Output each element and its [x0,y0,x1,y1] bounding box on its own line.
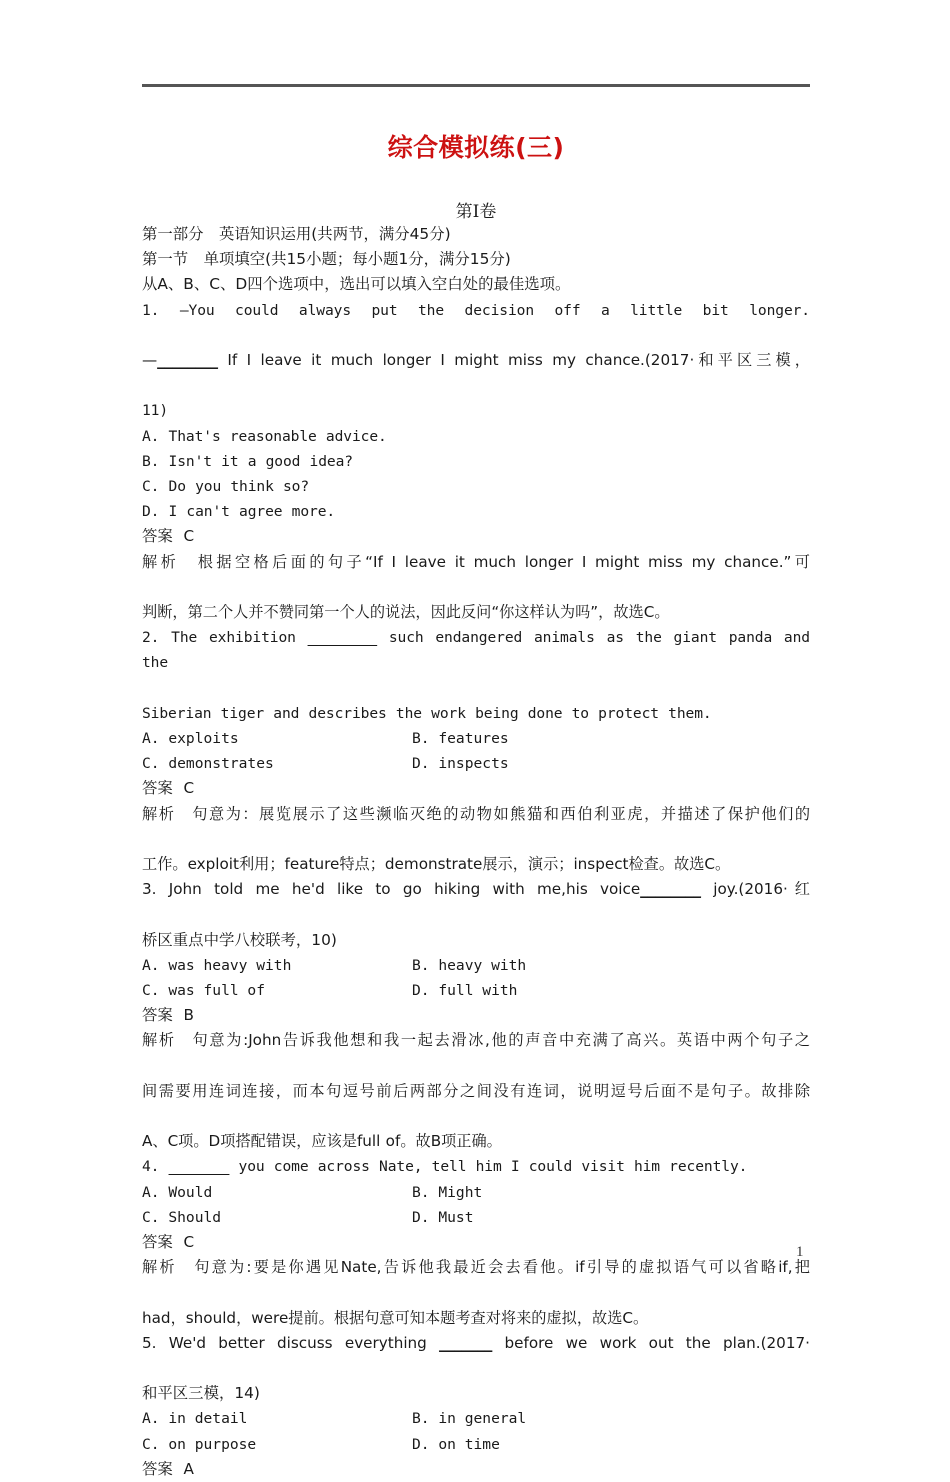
page-title: 综合模拟练(三) [387,133,565,162]
question-5-options-row2 [142,1432,810,1457]
question-3-answer-value: B [183,1006,194,1025]
dash-marker: — [142,351,158,370]
question-1-option-d[interactable]: D. I can't agree more. [142,503,336,521]
question-2-option-b[interactable]: B. features [412,730,509,748]
question-5-stem-b: before we work out the plan.(2017· [492,1333,810,1352]
question-2-options-row2 [142,751,810,776]
paper-label: 第Ⅰ卷 [455,202,497,221]
question-1-analysis-line2: 判断，第二个人并不赞同第一个人的说法，因此反问“你这样认为吗”，故选C。 [142,603,670,622]
question-2-analysis-line2: 工作。exploit利用；feature特点；demonstrate展示，演示；inspect检查。故选C。 [142,855,731,874]
part-one-heading: 第一部分 英语知识运用(共两节，满分45分) [142,225,451,243]
question-1-option-a[interactable]: A. That's reasonable advice. [142,427,387,445]
question-1-option-b[interactable]: B. Isn't it a good idea? [142,452,353,470]
question-5-stem-line1 [142,1331,810,1381]
question-4-option-a[interactable]: A. Would [142,1183,213,1201]
question-3-answer-row [142,1003,810,1028]
question-2-stem-a: 2. The exhibition [142,629,308,647]
question-4-stem-line1 [142,1154,810,1179]
question-3-analysis-line2: 间需要用连词连接，而本句逗号前后两部分之间没有连词，说明逗号后面不是句子。故排除 [142,1081,810,1100]
question-3-stem-line2: 桥区重点中学八校联考，10) [142,930,337,949]
question-4-answer-value: C [183,1233,195,1252]
question-2-option-a[interactable]: A. exploits [142,730,239,748]
question-2-options-row1 [142,726,810,751]
question-4-analysis-line2: had，should，were提前。根据句意可知本题考查对将来的虚拟，故选C。 [142,1308,649,1327]
answer-blank: _______ [439,1333,493,1352]
header-rule [142,84,810,87]
instruction-text: 从A、B、C、D四个选项中，选出可以填入空白处的最佳选项。 [142,275,571,294]
question-2-option-c[interactable]: C. demonstrates [142,755,274,773]
answer-blank: ________ [157,351,218,370]
question-1-analysis-line1: 解析 根据空格后面的句子“If I leave it much longer I might miss my chance.”可 [142,552,810,571]
question-3-option-d[interactable]: D. full with [412,982,518,1000]
question-5-stem-line2: 和平区三模，14) [142,1384,260,1403]
question-3-option-b[interactable]: B. heavy with [412,956,527,974]
section-one-heading: 第一节 单项填空(共15小题；每小题1分，满分15分) [142,250,511,269]
answer-blank: _______ [168,1158,230,1176]
question-5-stem-a: 5. We'd better discuss everything [142,1333,440,1352]
question-2-answer-row [142,776,810,801]
question-1-answer-row [142,524,810,549]
question-3-option-a[interactable]: A. was heavy with [142,956,292,974]
exercise-body [142,222,810,1482]
question-4-options-row2 [142,1205,810,1230]
answer-blank: ________ [307,629,378,647]
question-4-analysis-line1: 解析 句意为:要是你遇见Nate,告诉他我最近会去看他。if引导的虚拟语气可以省略if,把 [142,1258,810,1277]
question-2-stem-line1 [142,625,810,701]
question-5-option-b[interactable]: B. in general [412,1410,527,1428]
question-5-options-row1 [142,1406,810,1431]
question-2-option-d[interactable]: D. inspects [412,755,509,773]
question-3-analysis-line3: A、C项。D项搭配错误，应该是full of。故B项正确。 [142,1132,502,1151]
question-5-answer-row [142,1457,810,1482]
question-1-stem-rest: If I leave it much longer I might miss my chance.(2017·和平区三模， [217,351,810,370]
answer-label: 答案 [142,527,173,546]
answer-blank: ________ [640,880,701,899]
question-4-answer-row [142,1230,810,1255]
question-1-stem-line1: 1. —You could always put the decision off a little bit longer. [142,301,810,319]
question-5-option-c[interactable]: C. on purpose [142,1435,257,1453]
question-1-answer-value: C [183,527,195,546]
answer-label: 答案 [142,1459,173,1478]
answer-label: 答案 [142,1006,173,1025]
question-3-option-c[interactable]: C. was full of [142,982,266,1000]
answer-label: 答案 [142,1233,173,1252]
question-4-stem-a: 4. [142,1158,169,1176]
question-3-options-row1 [142,953,810,978]
question-5-option-a[interactable]: A. in detail [142,1410,248,1428]
question-2-stem-line2: Siberian tiger and describes the work being done to protect them. [142,704,712,722]
question-4-option-c[interactable]: C. Should [142,1208,222,1226]
question-2-analysis-line1: 解析 句意为：展览展示了这些濒临灭绝的动物如熊猫和西伯利亚虎，并描述了保护他们的 [142,804,810,823]
question-3-analysis-line1: 解析 句意为:John告诉我他想和我一起去滑冰,他的声音中充满了高兴。英语中两个句子之 [142,1031,810,1050]
question-4-options-row1 [142,1180,810,1205]
question-1-stem-line2 [142,348,810,398]
question-4-stem-b: you come across Nate, tell him I could visit him recently. [229,1158,748,1176]
question-1-stem-line3: 11) [142,402,169,420]
question-4-option-b[interactable]: B. Might [412,1183,483,1201]
question-1-option-c[interactable]: C. Do you think so? [142,478,310,496]
question-5-option-d[interactable]: D. on time [412,1435,500,1453]
question-4-option-d[interactable]: D. Must [412,1208,474,1226]
question-2-stem-b: such endangered animals as the giant panda and the [142,629,810,672]
page-number: 1 [796,1244,804,1260]
question-2-answer-value: C [183,779,195,798]
question-3-stem-line1 [142,877,810,927]
question-3-options-row2 [142,978,810,1003]
question-3-stem-b: joy.(2016·红 [700,880,810,899]
question-5-answer-value: A [183,1459,194,1478]
question-3-stem-a: 3. John told me he'd like to go hiking with me,his voice [142,880,641,899]
answer-label: 答案 [142,779,173,798]
